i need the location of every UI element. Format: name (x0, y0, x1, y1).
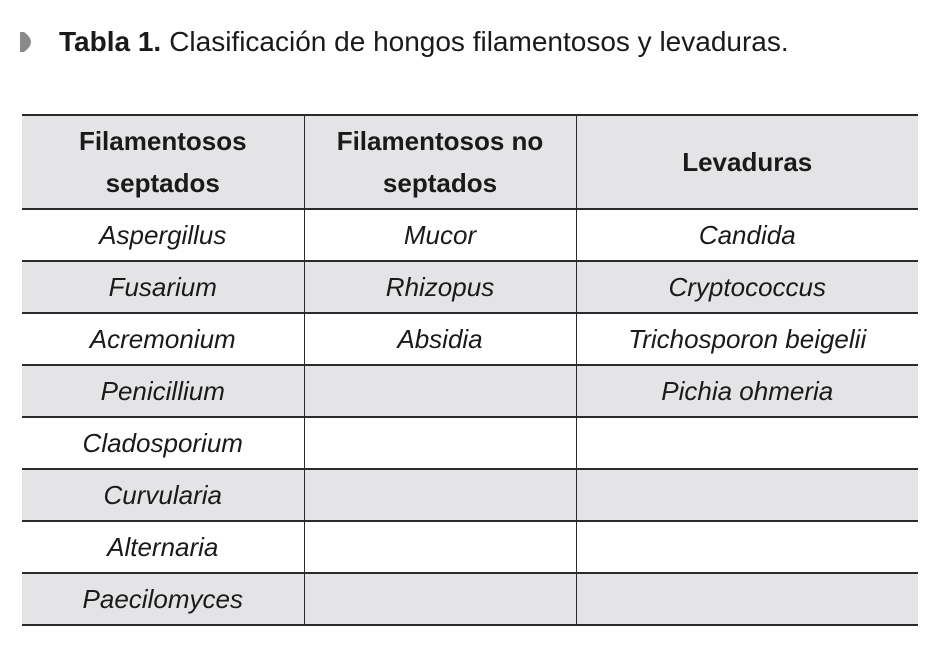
caption-text: Clasificación de hongos filamentosos y levaduras. (169, 26, 789, 57)
table-row (22, 469, 918, 521)
caption-marker-icon (20, 32, 31, 52)
table-row (22, 365, 918, 417)
table-caption (20, 22, 789, 62)
table-cell (304, 365, 576, 417)
table-cell: Cryptococcus (576, 261, 918, 313)
table-cell: Cladosporium (22, 417, 304, 469)
table-cell: Candida (576, 209, 918, 261)
table-cell: Fusarium (22, 261, 304, 313)
classification-table (22, 114, 918, 626)
table-cell: Pichia ohmeria (576, 365, 918, 417)
table-cell (576, 521, 918, 573)
table-cell: Trichosporon beigelii (576, 313, 918, 365)
table-row (22, 261, 918, 313)
table-row (22, 417, 918, 469)
table-row (22, 573, 918, 625)
header-filamentosos-septados: Filamentosos septados (22, 115, 304, 209)
table-cell: Curvularia (22, 469, 304, 521)
table-cell: Absidia (304, 313, 576, 365)
table-header-row (22, 115, 918, 209)
table-cell (576, 469, 918, 521)
table-cell: Rhizopus (304, 261, 576, 313)
table-cell: Penicillium (22, 365, 304, 417)
table-cell: Aspergillus (22, 209, 304, 261)
table-cell (304, 573, 576, 625)
header-filamentosos-no-septados: Filamentosos no septados (304, 115, 576, 209)
table-row (22, 209, 918, 261)
table-cell (304, 469, 576, 521)
table-cell: Paecilomyces (22, 573, 304, 625)
table-cell: Mucor (304, 209, 576, 261)
caption-label: Tabla 1. (59, 26, 162, 57)
table-cell (304, 417, 576, 469)
table-cell: Acremonium (22, 313, 304, 365)
table-cell (576, 417, 918, 469)
table-row (22, 521, 918, 573)
table-cell (576, 573, 918, 625)
table-cell: Alternaria (22, 521, 304, 573)
table-cell (304, 521, 576, 573)
table-row (22, 313, 918, 365)
header-levaduras: Levaduras (576, 115, 918, 209)
